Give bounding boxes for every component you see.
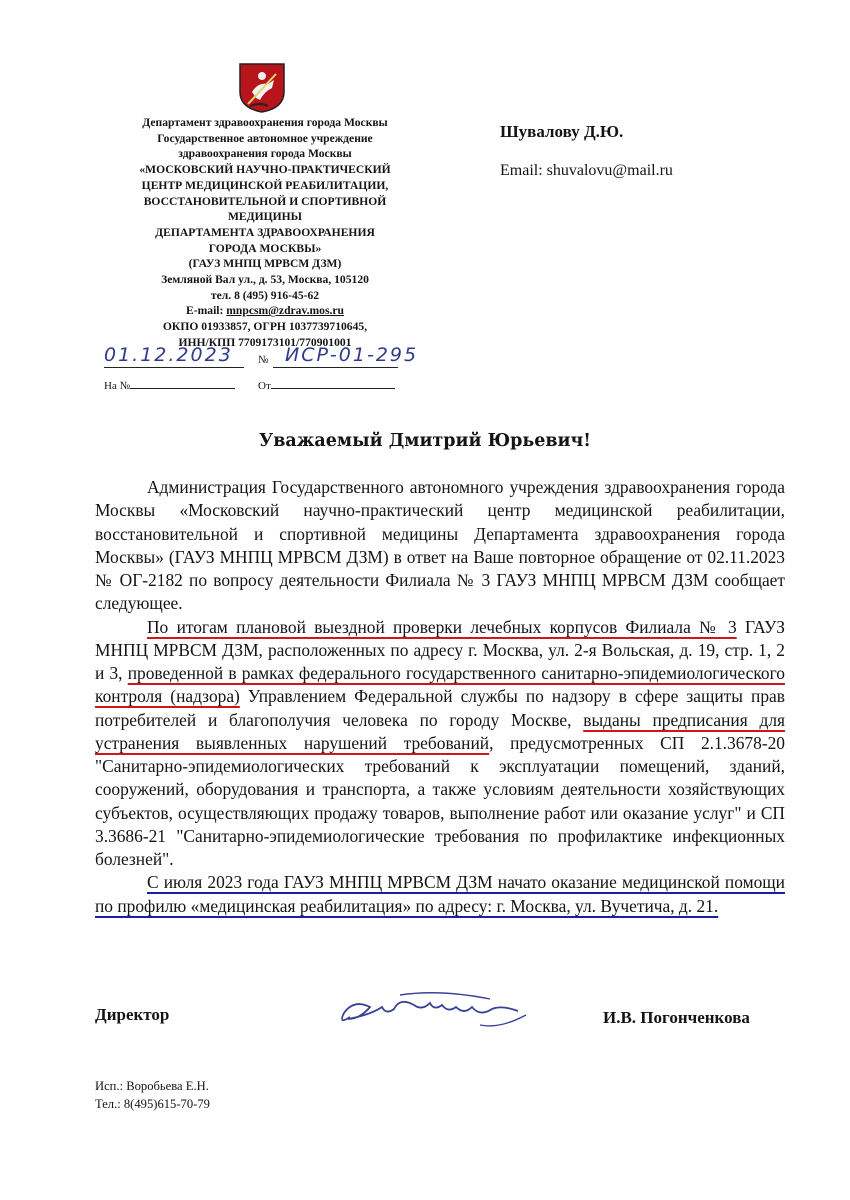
ot-row xyxy=(258,376,395,392)
paragraph-2: По итогам плановой выездной проверки лечебных корпусов Филиала № 3 ГАУЗ МНПЦ МРВСМ ДЗМ, расположенных по адресу г. Москва, ул. 2-я Вольская, д. 19, стр. 1, 2 и 3, проведенной в рамках федерального государственного санитарно-эпидемиологического контроля (надзора) Управлением Федеральной службы по надзору в сфере защиты прав потребителей и благополучия человека по городу Москве, выданы предписания для устранения выявленных нарушений требований, предусмотренных СП 2.1.3678-20 "Санитарно-эпидемиологических требований к эксплуатации помещений, зданий, сооружений, оборудования и транспорта, а также условиям деятельности хозяйствующих субъектов, осуществляющих продажу товаров, выполнение работ или оказание услуг" и СП 3.3686-21 "Санитарно-эпидемиологические требования по профилактике инфекционных болезней". xyxy=(95,616,786,869)
executor-name: Исп.: Воробьева Е.Н. xyxy=(95,1079,209,1093)
registration-number-label: № xyxy=(258,354,269,366)
letterhead-line: ВОССТАНОВИТЕЛЬНОЙ И СПОРТИВНОЙ xyxy=(143,194,387,208)
letterhead-email: E-mail: mnpcsm@zdrav.mos.ru xyxy=(186,304,344,318)
paragraph-1: Администрация Государственного автономного учреждения здравоохранения города Москвы «Московский научно-практический центр медицинской реабилитации, восстановительной и спортивной медицины Департамента здравоохранения города Москвы» (ГАУЗ МНПЦ МРВСМ ДЗМ) в ответ на Ваше повторное обращение от 02.11.2023 № ОГ-2182 по вопросу деятельности Филиала № 3 ГАУЗ МНПЦ МРВСМ ДЗМ сообщает следующее. xyxy=(95,477,785,614)
recipient-email-label: Email: xyxy=(500,162,547,179)
na-row xyxy=(104,376,235,392)
ot-blank xyxy=(271,376,395,389)
na-label: На № xyxy=(104,380,131,392)
letterhead-line: тел. 8 (495) 916-45-62 xyxy=(210,288,320,302)
registration-number-row xyxy=(285,344,418,366)
handwritten-signature xyxy=(330,985,540,1035)
ot-label: От xyxy=(258,380,271,392)
signer-name: И.В. Погонченкова xyxy=(603,1008,750,1027)
letterhead-line: ДЕПАРТАМЕНТА ЗДРАВООХРАНЕНИЯ xyxy=(155,225,375,239)
letterhead-line: Государственное автономное учреждение xyxy=(157,131,373,145)
greeting: Уважаемый Дмитрий Юрьевич! xyxy=(259,431,591,451)
letter-body xyxy=(95,476,785,918)
registration-date: 01.12.2023 xyxy=(104,344,233,366)
highlight-red: проведенной в рамках федерального государственного санитарно-эпидемиологического контроля (надзора) xyxy=(95,663,785,707)
letterhead-codes: ОКПО 01933857, ОГРН 1037739710645, xyxy=(162,320,368,334)
letterhead-email-link[interactable]: mnpcsm@zdrav.mos.ru xyxy=(226,304,344,318)
signature-title: Директор xyxy=(95,1005,170,1024)
letterhead-line: ГОРОДА МОСКВЫ» xyxy=(208,241,322,255)
letterhead xyxy=(100,115,430,351)
date-underline xyxy=(104,367,244,368)
registration-number: ИСР-01-295 xyxy=(285,344,419,366)
letterhead-line: (ГАУЗ МНПЦ МРВСМ ДЗМ) xyxy=(188,257,342,271)
letterhead-line: «МОСКОВСКИЙ НАУЧНО-ПРАКТИЧЕСКИЙ xyxy=(139,163,391,177)
paragraph-3 xyxy=(95,871,785,918)
highlight-red: По итогам плановой выездной проверки лечебных корпусов Филиала № 3 xyxy=(147,616,737,637)
executor-phone: Тел.: 8(495)615-70-79 xyxy=(95,1096,210,1111)
letterhead-codes: ИНН/КПП 7709173101/770901001 xyxy=(178,335,352,349)
highlight-red: выданы предписания для устранения выявленных нарушений требований xyxy=(95,709,786,753)
registration-date-row xyxy=(104,344,233,366)
executor-info xyxy=(95,1078,210,1113)
highlight-blue: С июля 2023 года ГАУЗ МНПЦ МРВСМ ДЗМ начато оказание медицинской помощи по профилю «медицинская реабилитация» по адресу: г. Москва, ул. Вучетича, д. 21. xyxy=(95,872,785,916)
recipient-email-row xyxy=(500,162,673,180)
letterhead-line: Департамент здравоохранения города Москвы xyxy=(142,116,388,129)
letterhead-line: МЕДИЦИНЫ xyxy=(227,210,303,224)
moscow-coat-of-arms-icon xyxy=(238,62,286,114)
number-underline xyxy=(273,367,398,368)
na-blank xyxy=(130,376,235,389)
recipient-name: Шувалову Д.Ю. xyxy=(500,122,624,141)
letterhead-line: ЦЕНТР МЕДИЦИНСКОЙ РЕАБИЛИТАЦИИ, xyxy=(141,178,389,192)
recipient-email[interactable]: shuvalovu@mail.ru xyxy=(546,162,673,179)
letterhead-line: здравоохранения города Москвы xyxy=(178,147,352,161)
letterhead-line: Земляной Вал ул., д. 53, Москва, 105120 xyxy=(161,273,369,287)
